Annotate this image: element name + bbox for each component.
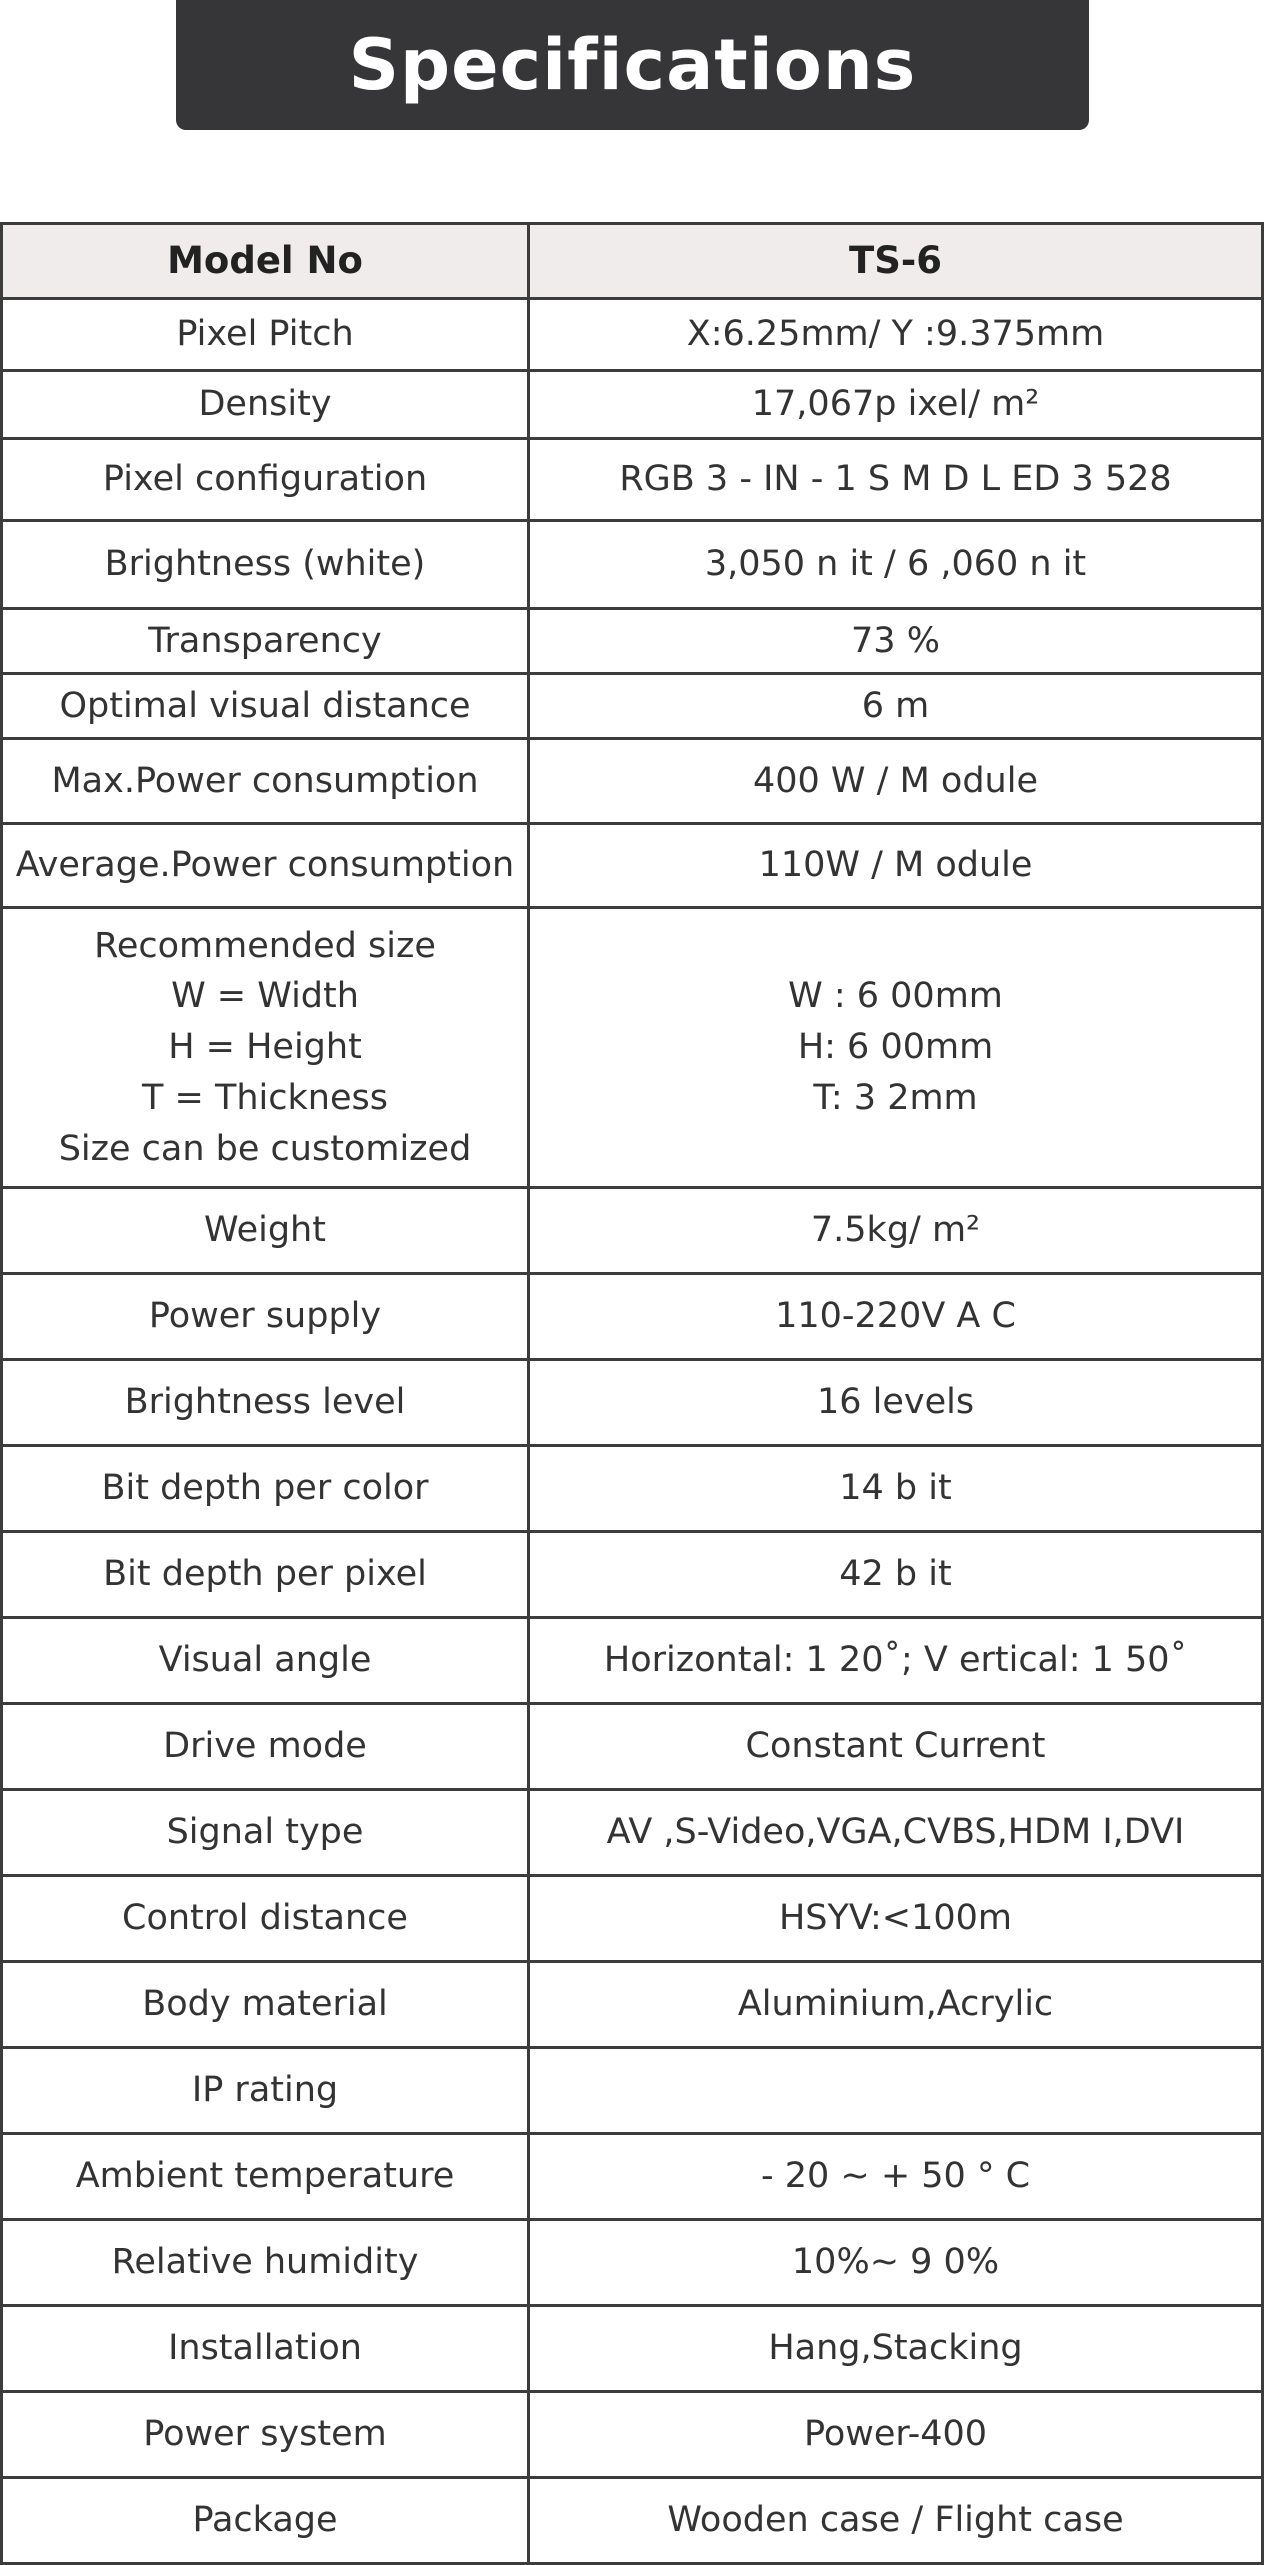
spec-value: 73 % bbox=[529, 609, 1263, 674]
spec-value-multiline bbox=[529, 908, 1263, 1188]
spec-key: Optimal visual distance bbox=[2, 674, 529, 739]
spec-value: Hang,Stacking bbox=[529, 2306, 1263, 2392]
spec-key: Average.Power consumption bbox=[2, 824, 529, 908]
spec-key: Brightness level bbox=[2, 1360, 529, 1446]
spec-key-line: Size can be customized bbox=[58, 1128, 472, 1169]
spec-key: Visual angle bbox=[2, 1618, 529, 1704]
header-key-cell: Model No bbox=[2, 224, 529, 299]
spec-value: 400 W / M odule bbox=[529, 739, 1263, 824]
spec-key: Relative humidity bbox=[2, 2220, 529, 2306]
table-row bbox=[2, 1360, 1263, 1446]
spec-value: Power-400 bbox=[529, 2392, 1263, 2478]
table-row bbox=[2, 1532, 1263, 1618]
spec-value: X:6.25mm/ Y :9.375mm bbox=[529, 299, 1263, 371]
table-row bbox=[2, 1790, 1263, 1876]
spec-key: Package bbox=[2, 2478, 529, 2564]
table-row bbox=[2, 908, 1263, 1188]
spec-key: Bit depth per pixel bbox=[2, 1532, 529, 1618]
spec-value: 17,067p ixel/ m² bbox=[529, 371, 1263, 439]
header-value-cell: TS-6 bbox=[529, 224, 1263, 299]
table-row bbox=[2, 2048, 1263, 2134]
spec-value: AV ,S-Video,VGA,CVBS,HDM I,DVI bbox=[529, 1790, 1263, 1876]
spec-key: Control distance bbox=[2, 1876, 529, 1962]
spec-key: Power supply bbox=[2, 1274, 529, 1360]
spec-key: Installation bbox=[2, 2306, 529, 2392]
table-row bbox=[2, 1274, 1263, 1360]
spec-key: IP rating bbox=[2, 2048, 529, 2134]
table-row bbox=[2, 1962, 1263, 2048]
table-row bbox=[2, 824, 1263, 908]
spec-key-line: Recommended size bbox=[94, 925, 436, 966]
spec-key-line: H = Height bbox=[168, 1027, 362, 1068]
spec-value: 6 m bbox=[529, 674, 1263, 739]
table-row bbox=[2, 674, 1263, 739]
spec-value: HSYV:<100m bbox=[529, 1876, 1263, 1962]
spec-value: 3,050 n it / 6 ,060 n it bbox=[529, 521, 1263, 609]
table-row bbox=[2, 2306, 1263, 2392]
spec-key: Drive mode bbox=[2, 1704, 529, 1790]
spec-value: RGB 3 - IN - 1 S M D L ED 3 528 bbox=[529, 439, 1263, 521]
spec-key: Power system bbox=[2, 2392, 529, 2478]
spec-key: Density bbox=[2, 371, 529, 439]
spec-value: Constant Current bbox=[529, 1704, 1263, 1790]
spec-value: Aluminium,Acrylic bbox=[529, 1962, 1263, 2048]
spec-value: Wooden case / Flight case bbox=[529, 2478, 1263, 2564]
table-row bbox=[2, 1446, 1263, 1532]
table-row bbox=[2, 2392, 1263, 2478]
spec-key: Transparency bbox=[2, 609, 529, 674]
spec-value: 42 b it bbox=[529, 1532, 1263, 1618]
spec-key: Max.Power consumption bbox=[2, 739, 529, 824]
table-header-row bbox=[2, 224, 1263, 299]
table-row bbox=[2, 1876, 1263, 1962]
spec-value: - 20 ~ + 50 ° C bbox=[529, 2134, 1263, 2220]
spec-value: Horizontal: 1 20˚; V ertical: 1 50˚ bbox=[529, 1618, 1263, 1704]
table-row bbox=[2, 2478, 1263, 2564]
spec-value: 110-220V A C bbox=[529, 1274, 1263, 1360]
table-row bbox=[2, 1618, 1263, 1704]
spec-value-line: W : 6 00mm bbox=[788, 976, 1003, 1017]
spec-key-line: T = Thickness bbox=[142, 1077, 388, 1118]
spec-value: 7.5kg/ m² bbox=[529, 1188, 1263, 1274]
spec-key: Body material bbox=[2, 1962, 529, 2048]
spec-value: 110W / M odule bbox=[529, 824, 1263, 908]
spec-key: Bit depth per color bbox=[2, 1446, 529, 1532]
table-row bbox=[2, 1704, 1263, 1790]
spec-key: Ambient temperature bbox=[2, 2134, 529, 2220]
page-title: Specifications bbox=[348, 24, 917, 106]
spec-key-multiline bbox=[2, 908, 529, 1188]
spec-key: Pixel Pitch bbox=[2, 299, 529, 371]
specifications-table bbox=[0, 222, 1264, 2565]
table-row bbox=[2, 609, 1263, 674]
spec-value-line: H: 6 00mm bbox=[797, 1027, 994, 1068]
table-row bbox=[2, 739, 1263, 824]
spec-value: 14 b it bbox=[529, 1446, 1263, 1532]
spec-key: Signal type bbox=[2, 1790, 529, 1876]
table-row bbox=[2, 2220, 1263, 2306]
table-row bbox=[2, 299, 1263, 371]
table-row bbox=[2, 439, 1263, 521]
table-row bbox=[2, 2134, 1263, 2220]
title-banner bbox=[176, 0, 1089, 130]
spec-value: 10%~ 9 0% bbox=[529, 2220, 1263, 2306]
spec-key: Brightness (white) bbox=[2, 521, 529, 609]
spec-value: 16 levels bbox=[529, 1360, 1263, 1446]
table-row bbox=[2, 371, 1263, 439]
table-row bbox=[2, 1188, 1263, 1274]
spec-key: Weight bbox=[2, 1188, 529, 1274]
spec-value bbox=[529, 2048, 1263, 2134]
table-row bbox=[2, 521, 1263, 609]
spec-value-line: T: 3 2mm bbox=[813, 1077, 978, 1118]
spec-key: Pixel configuration bbox=[2, 439, 529, 521]
spec-key-line: W = Width bbox=[171, 976, 359, 1017]
